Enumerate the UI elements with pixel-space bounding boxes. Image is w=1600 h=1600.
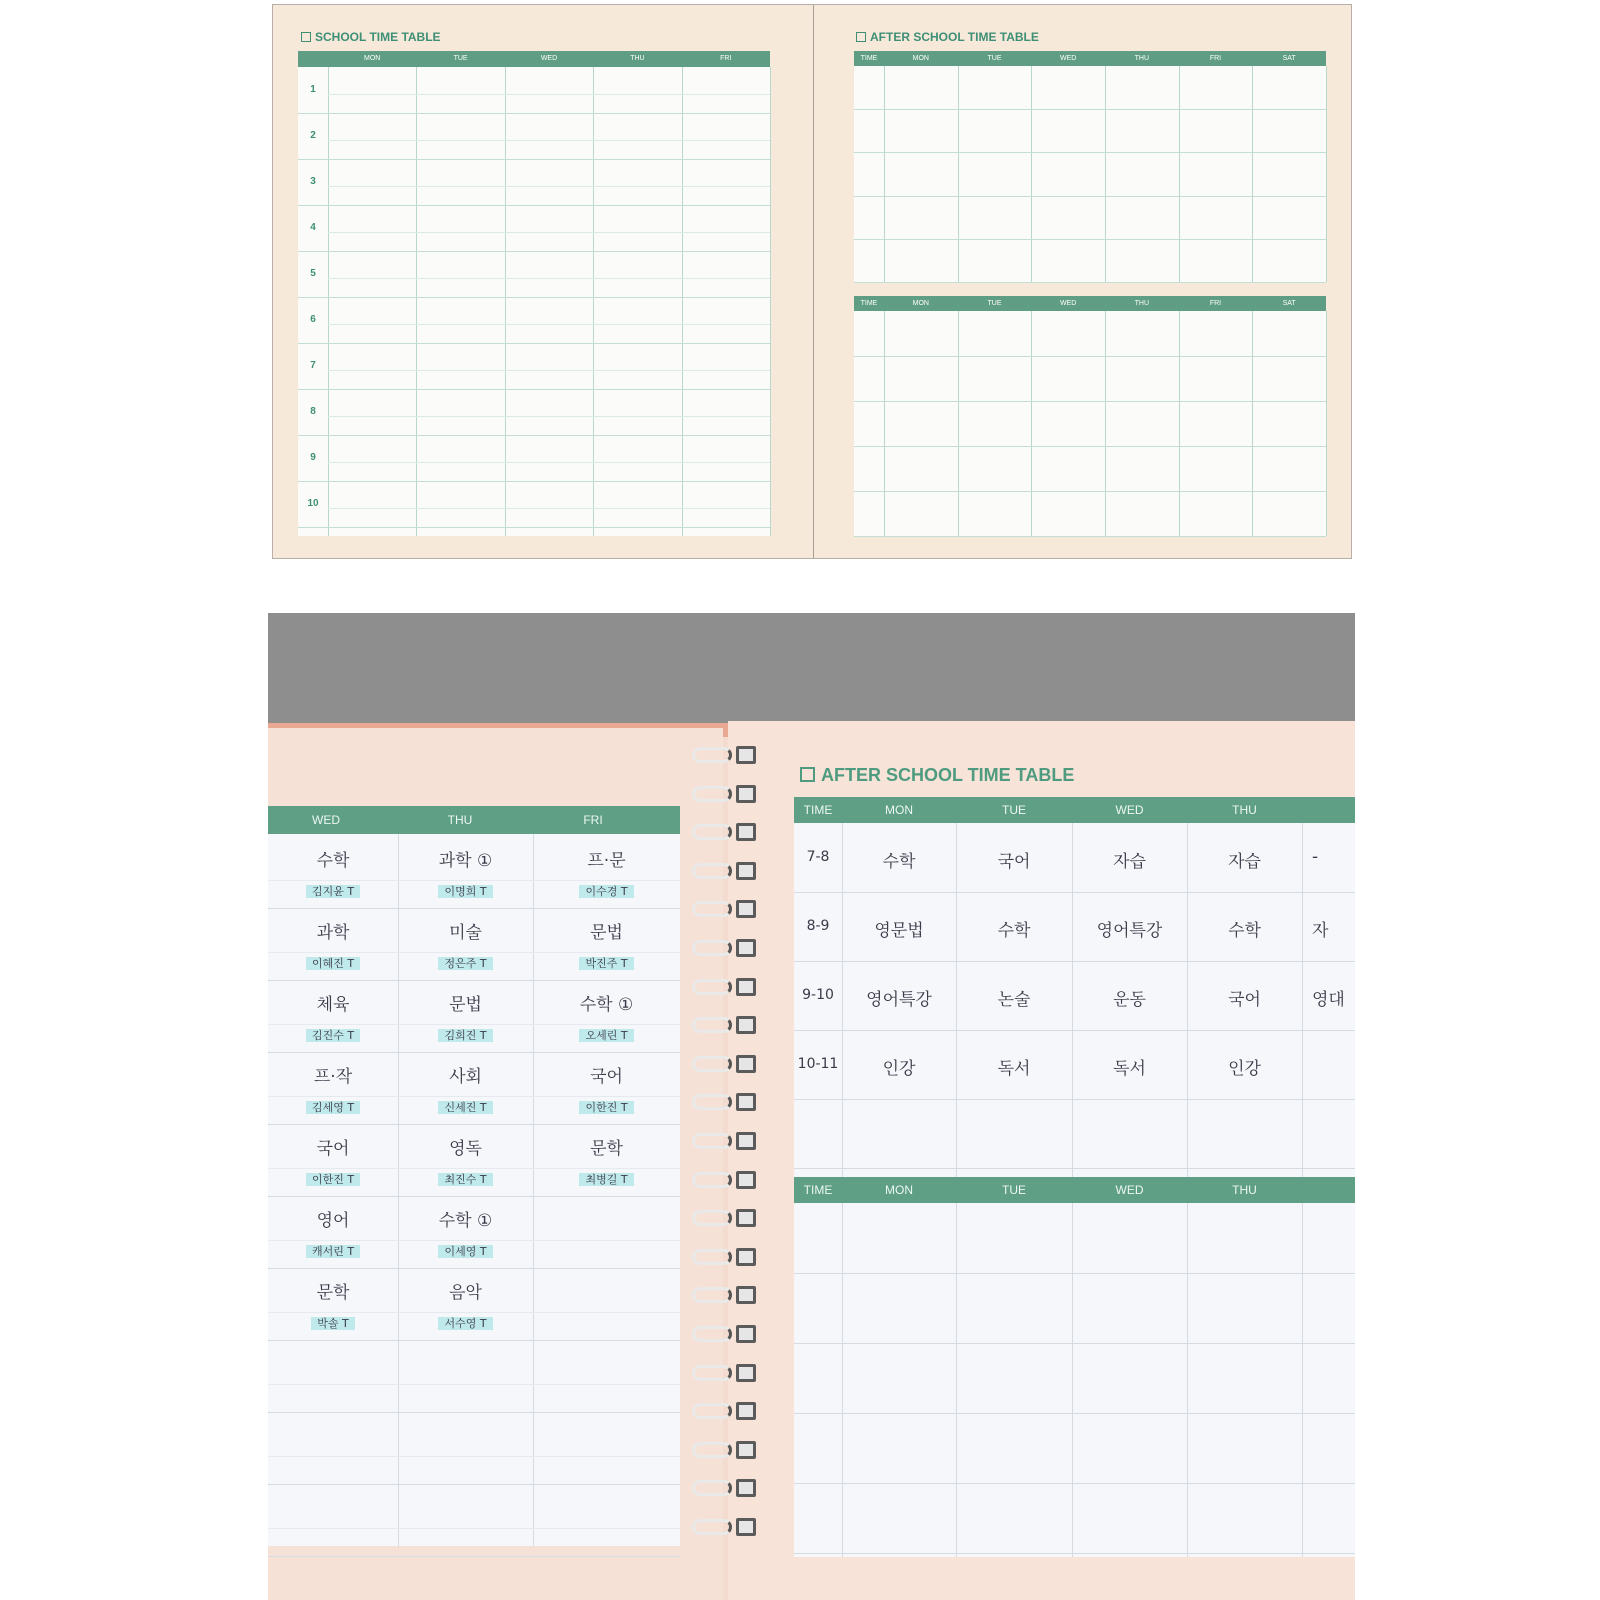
spiral-coil [692,1247,764,1269]
coil-ring [692,863,732,879]
coil-post [739,1058,753,1070]
coil-post [739,826,753,838]
subject-text: 운동 [1113,990,1146,1010]
period-number: 4 [310,222,316,233]
subject-text: 과학 [316,923,350,943]
teacher-label [406,1099,526,1115]
grid-line [298,297,770,298]
subject-text: 수학 [1228,921,1261,941]
subject-text: 인강 [1228,1059,1261,1079]
subject-text: 영대 [1312,990,1345,1010]
coil-ring [692,1442,732,1458]
coil-post [739,1405,753,1417]
spiral-coil [692,745,764,767]
column-header: MON [885,1183,913,1197]
after-school-title: AFTER SCHOOL TIME TABLE [856,30,1039,44]
period-number: 3 [310,176,316,187]
coil-ring [692,1210,732,1226]
coil-ring [692,1172,732,1188]
spiral-coil [692,1170,764,1192]
grid-line [958,66,959,282]
grid-line [1105,66,1106,282]
coil-ring [692,1326,732,1342]
teacher-name: 최진수 T [438,1173,492,1186]
column-header: TUE [1002,1183,1026,1197]
grid-line [1252,311,1253,536]
grid-line [268,1268,680,1269]
grid-line [854,152,1326,153]
day-header: THU [447,813,473,827]
grid-line [854,282,1326,283]
coil-ring [692,1017,732,1033]
subject-text: 인강 [882,1059,916,1079]
teacher-name: 신세진 T [438,1101,492,1114]
grid-line [268,1024,680,1025]
grid-line [1031,311,1032,536]
spread-spine [813,5,814,558]
coil-post [739,903,753,915]
coil-post [739,981,753,993]
subject-text: - [1312,847,1319,867]
teacher-name: 이한진 T [306,1173,360,1186]
teacher-label [273,1027,393,1043]
grid-line [268,1528,680,1529]
coil-post [739,1135,753,1147]
coil-ring [692,1480,732,1496]
subject-text: 국어 [997,852,1031,872]
subject-text: 문학 [316,1283,350,1303]
grid-line [268,1412,680,1413]
teacher-label [273,955,393,971]
teacher-name: 이혜진 T [306,957,360,970]
spiral-coil [692,1015,764,1037]
teacher-label [406,1027,526,1043]
grid-line [268,980,680,981]
teacher-name: 김세영 T [306,1101,360,1114]
grid-line [682,67,683,536]
teacher-label [547,1027,667,1043]
teacher-label [547,1171,667,1187]
grid-line [268,1196,680,1197]
school-timetable-title: SCHOOL TIME TABLE [301,30,441,44]
coil-post [739,1444,753,1456]
grid-line [298,481,770,482]
grid-line [794,961,1355,962]
coil-ring [692,824,732,840]
day-header: THU [630,55,645,62]
grid-line [854,401,1326,402]
column-header: THU [1232,1183,1257,1197]
grid-line [770,67,771,536]
teacher-name: 김희진 T [438,1029,492,1042]
subject-text: 문학 [590,1139,623,1159]
teacher-name: 이명희 T [438,885,492,898]
grid-line [298,527,770,528]
day-header: TUE [453,55,468,62]
grid-line [593,67,594,536]
spiral-coil [692,1092,764,1114]
spiral-coil [692,1517,764,1539]
grid-line [854,239,1326,240]
subject-text: 과학 ① [438,851,493,871]
coil-post [739,865,753,877]
spiral-coil [692,1208,764,1230]
subject-text: 영독 [449,1139,482,1159]
grid-line [854,536,1326,537]
coil-ring [692,1287,732,1303]
coil-post [739,1328,753,1340]
subject-text: 수학 [997,921,1031,941]
period-number: 1 [310,84,316,95]
grid-line [268,1240,680,1241]
subject-text: 수학 ① [579,995,634,1015]
subject-text: 영문법 [874,921,924,941]
spiral-coil [692,861,764,883]
grid-line [328,140,770,141]
day-header: WED [540,55,558,62]
column-header: WED [1115,803,1144,817]
period-number: 7 [310,360,316,371]
coil-ring [692,1365,732,1381]
spiral-coil [692,1478,764,1500]
grid-line [328,508,770,509]
coil-post [739,1096,753,1108]
grid-line [268,1052,680,1053]
grid-line [268,1384,680,1385]
coil-post [739,788,753,800]
subject-text: 국어 [590,1067,623,1087]
left-timetable-sheet [268,806,680,1546]
column-header: WED [1059,55,1077,62]
spiral-coil [692,899,764,921]
grid-line [268,1168,680,1169]
grid-line [268,1340,680,1341]
grid-line [854,196,1326,197]
grid-line [1252,66,1253,282]
spiral-coil [692,1131,764,1153]
grid-line [794,892,1355,893]
grid-line [794,1030,1355,1031]
grid-line [328,324,770,325]
grid-line [505,67,506,536]
teacher-name: 박진주 T [579,957,633,970]
grid-line [298,205,770,206]
coil-ring [692,747,732,763]
grid-line [268,1556,680,1557]
grid-line [854,109,1326,110]
grid-line [956,1203,957,1557]
coil-post [739,1212,753,1224]
period-number: 8 [310,406,316,417]
grid-line [268,880,680,881]
time-slot: 10-11 [797,1056,839,1072]
grid-line [1302,823,1303,1177]
column-header: FRI [1209,55,1222,62]
coil-ring [692,1519,732,1535]
grid-line [1179,66,1180,282]
grid-line [298,435,770,436]
time-slot: 8-9 [806,918,830,934]
right-timetable-sheet [794,797,1355,1557]
subject-text: 영어특강 [1096,921,1163,941]
grid-line [1072,1203,1073,1557]
spiral-coil [692,938,764,960]
grid-line [298,159,770,160]
subject-text: 영어특강 [866,990,932,1010]
grid-line [958,311,959,536]
coil-ring [692,1133,732,1149]
grid-line [842,1203,843,1557]
teacher-name: 이한진 T [579,1101,633,1114]
after-school-grid-2 [854,296,1326,536]
column-header: WED [1059,300,1077,307]
subject-text: 음악 [449,1283,482,1303]
coil-ring [692,786,732,802]
grid-line [328,186,770,187]
column-header: THU [1134,300,1150,307]
teacher-label [273,1171,393,1187]
period-number: 2 [310,130,316,141]
coil-ring [692,1094,732,1110]
grid-line [328,94,770,95]
spiral-coil [692,1401,764,1423]
coil-post [739,1289,753,1301]
planner-spread [272,4,1352,559]
grid-line [854,446,1326,447]
grid-line [794,1099,1355,1100]
teacher-name: 캐서린 T [306,1245,360,1258]
grid-line [1326,311,1327,536]
checkbox-icon [856,32,866,42]
subject-text: 프·문 [587,851,626,871]
grid-line [1179,311,1180,536]
column-header: TIME [803,803,833,817]
grid-line [268,952,680,953]
coil-ring [692,1249,732,1265]
grid-line [268,1456,680,1457]
subject-text: 수학 [316,851,350,871]
column-header: TUE [987,55,1002,62]
grid-line [794,1553,1355,1554]
column-header: SAT [1282,55,1296,62]
teacher-label [406,883,526,899]
checkbox-icon [800,767,815,782]
column-header: TIME [860,300,878,307]
column-header: TIME [860,55,878,62]
period-number: 5 [310,268,316,279]
column-header: TIME [803,1183,833,1197]
grid-line [1302,1203,1303,1557]
day-header: FRI [583,813,603,827]
coil-ring [692,979,732,995]
subject-text: 프·작 [313,1067,353,1087]
teacher-label [406,1171,526,1187]
spiral-coil [692,784,764,806]
grid-line [298,389,770,390]
planner-photo [268,613,1355,1600]
teacher-name: 김지윤 T [306,885,360,898]
subject-text: 미술 [449,923,482,943]
subject-text: 자습 [1228,852,1261,872]
grid-line [298,251,770,252]
grid-line [328,232,770,233]
teacher-label [547,1099,667,1115]
coil-ring [692,901,732,917]
grid-line [854,356,1326,357]
day-header: WED [312,813,340,827]
grid-line [1031,66,1032,282]
grid-line [416,67,417,536]
teacher-name: 이수경 T [579,885,633,898]
grid-line [1187,1203,1188,1557]
period-number: 6 [310,314,316,325]
subject-text: 자습 [1113,852,1146,872]
grid-line [794,1413,1355,1414]
grid-line [268,1124,680,1125]
time-slot: 9-10 [802,987,834,1003]
column-header: THU [1134,55,1150,62]
grid-line [268,1312,680,1313]
column-header: WED [1115,1183,1144,1197]
coil-ring [692,1403,732,1419]
checkbox-icon [301,32,311,42]
spiral-coil [692,1440,764,1462]
subject-text: 체육 [316,995,350,1015]
teacher-label [273,1099,393,1115]
grid-line [884,66,885,282]
grid-line [298,343,770,344]
subject-text: 독서 [1113,1059,1146,1079]
school-timetable-grid [298,51,770,536]
grid-line [268,1484,680,1485]
coil-ring [692,940,732,956]
coil-post [739,1019,753,1031]
after-school-grid-1 [854,51,1326,282]
period-number: 9 [310,452,316,463]
subject-text: 사회 [449,1067,482,1087]
column-header: TUE [1002,803,1026,817]
subject-text: 국어 [316,1139,350,1159]
grid-line [328,462,770,463]
teacher-label [273,883,393,899]
grid-line [854,491,1326,492]
teacher-label [406,1315,526,1331]
grid-line [533,834,534,1546]
grid-line [794,1273,1355,1274]
grid-line [794,1483,1355,1484]
grid-line [328,278,770,279]
subject-text: 문법 [590,923,623,943]
coil-post [739,1521,753,1533]
coil-post [739,749,753,761]
subject-text: 영어 [316,1211,350,1231]
teacher-name: 김진수 T [306,1029,360,1042]
spiral-coil [692,1363,764,1385]
grid-line [328,67,329,536]
day-header: MON [364,55,381,62]
grid-line [398,834,399,1546]
spiral-coil [692,977,764,999]
day-header: FRI [720,55,732,62]
subject-text: 국어 [1228,990,1261,1010]
teacher-label [273,1243,393,1259]
grid-line [1326,66,1327,282]
time-slot: 7-8 [806,849,830,865]
spiral-coil [692,1054,764,1076]
period-number: 10 [307,498,319,509]
grid-line [298,113,770,114]
teacher-name: 최병길 T [579,1173,633,1186]
teacher-label [547,883,667,899]
grid-line [328,370,770,371]
grid-line [884,311,885,536]
grid-line [328,416,770,417]
teacher-label [547,955,667,971]
subject-text: 수학 [882,852,916,872]
column-header: FRI [1209,300,1222,307]
grid-line [794,1343,1355,1344]
subject-text: 논술 [997,990,1031,1010]
teacher-name: 오세린 T [579,1029,633,1042]
teacher-name: 정은주 T [438,957,492,970]
coil-post [739,1482,753,1494]
column-header: MON [912,300,929,307]
subject-text: 문법 [449,995,482,1015]
teacher-name: 이세영 T [438,1245,492,1258]
spiral-coil [692,1285,764,1307]
coil-post [739,1251,753,1263]
column-header: MON [912,55,929,62]
spiral-coil [692,822,764,844]
coil-post [739,1174,753,1186]
subject-text: 독서 [997,1059,1031,1079]
column-header: THU [1232,803,1257,817]
column-header: MON [885,803,913,817]
teacher-name: 박솔 T [311,1317,354,1330]
subject-text: 자 [1312,921,1329,941]
teacher-name: 서수영 T [438,1317,492,1330]
spiral-coil [692,1324,764,1346]
subject-text: 수학 ① [438,1211,493,1231]
grid-line [1105,311,1106,536]
teacher-label [406,955,526,971]
after-school-photo-title: AFTER SCHOOL TIME TABLE [800,765,1074,786]
teacher-label [273,1315,393,1331]
grid-line [268,908,680,909]
teacher-label [406,1243,526,1259]
column-header: SAT [1282,300,1296,307]
coil-post [739,1367,753,1379]
grid-line [794,1168,1355,1169]
coil-ring [692,1056,732,1072]
column-header: TUE [987,300,1002,307]
grid-line [268,1096,680,1097]
coil-post [739,942,753,954]
